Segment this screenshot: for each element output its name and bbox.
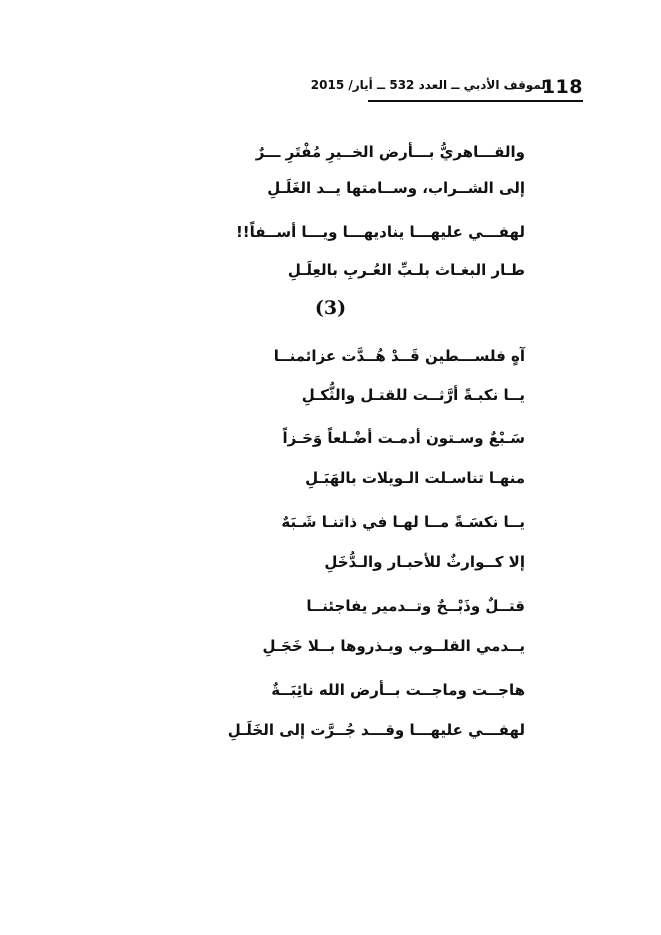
verse-line: يــا نكسَـةً مــا لهـا في ذاتنـا شَـبَهٌ: [281, 513, 525, 531]
verse-line: يــدمي القلــوب ويـذروها بــلا خَجَـلِ: [262, 637, 525, 655]
page-number: 118: [541, 76, 583, 98]
poem-body: [125, 0, 525, 935]
verse-line: منهـا تناسـلت الـويلات بالهَبَـلِ: [305, 469, 525, 487]
verse-line: لهفـــي عليهـــا وقـــد جُــرَّت إلى الخَلَـلِ: [227, 721, 525, 739]
verse-line: طـار البغـاث بلـبِّ العُـربِ بالعِلَـلِ: [287, 261, 525, 279]
verse-line: سَـبْعٌ وسـتون أدمـت أضْـلعاً وَحَـزاً: [282, 429, 525, 447]
running-head: الموقف الأدبي ــ العدد 532 ــ أيار/ 2015: [310, 78, 550, 92]
verse-line: يــا نكبـةً أرَّثــت للقتـل والثُّكـلِ: [301, 386, 525, 404]
verse-line: والقـــاهريُّ بـــأرض الخــيرِ مُفْتَرِ ـــرٌ: [255, 143, 525, 161]
verse-line: إلا كــوارثٌ للأحبـار والـدُّخَلِ: [324, 553, 525, 571]
verse-line: إلى الشــراب، وســامتها يــد الغَلَـلِ: [267, 179, 525, 197]
verse-line: قتــلٌ وذَبْــحٌ وتــدمير يفاجئنــا: [306, 597, 525, 615]
verse-line: آهٍ فلســـطين قَــدْ هُــدَّت عزائمنــا: [273, 347, 525, 365]
verse-line: لهفـــي عليهـــا يناديهـــا ويـــا أســفاً!!: [235, 223, 525, 241]
section-number: (3): [314, 297, 347, 319]
verse-line: هاجــت وماجــت بــأرض الله نائِبَــةٌ: [271, 681, 525, 699]
